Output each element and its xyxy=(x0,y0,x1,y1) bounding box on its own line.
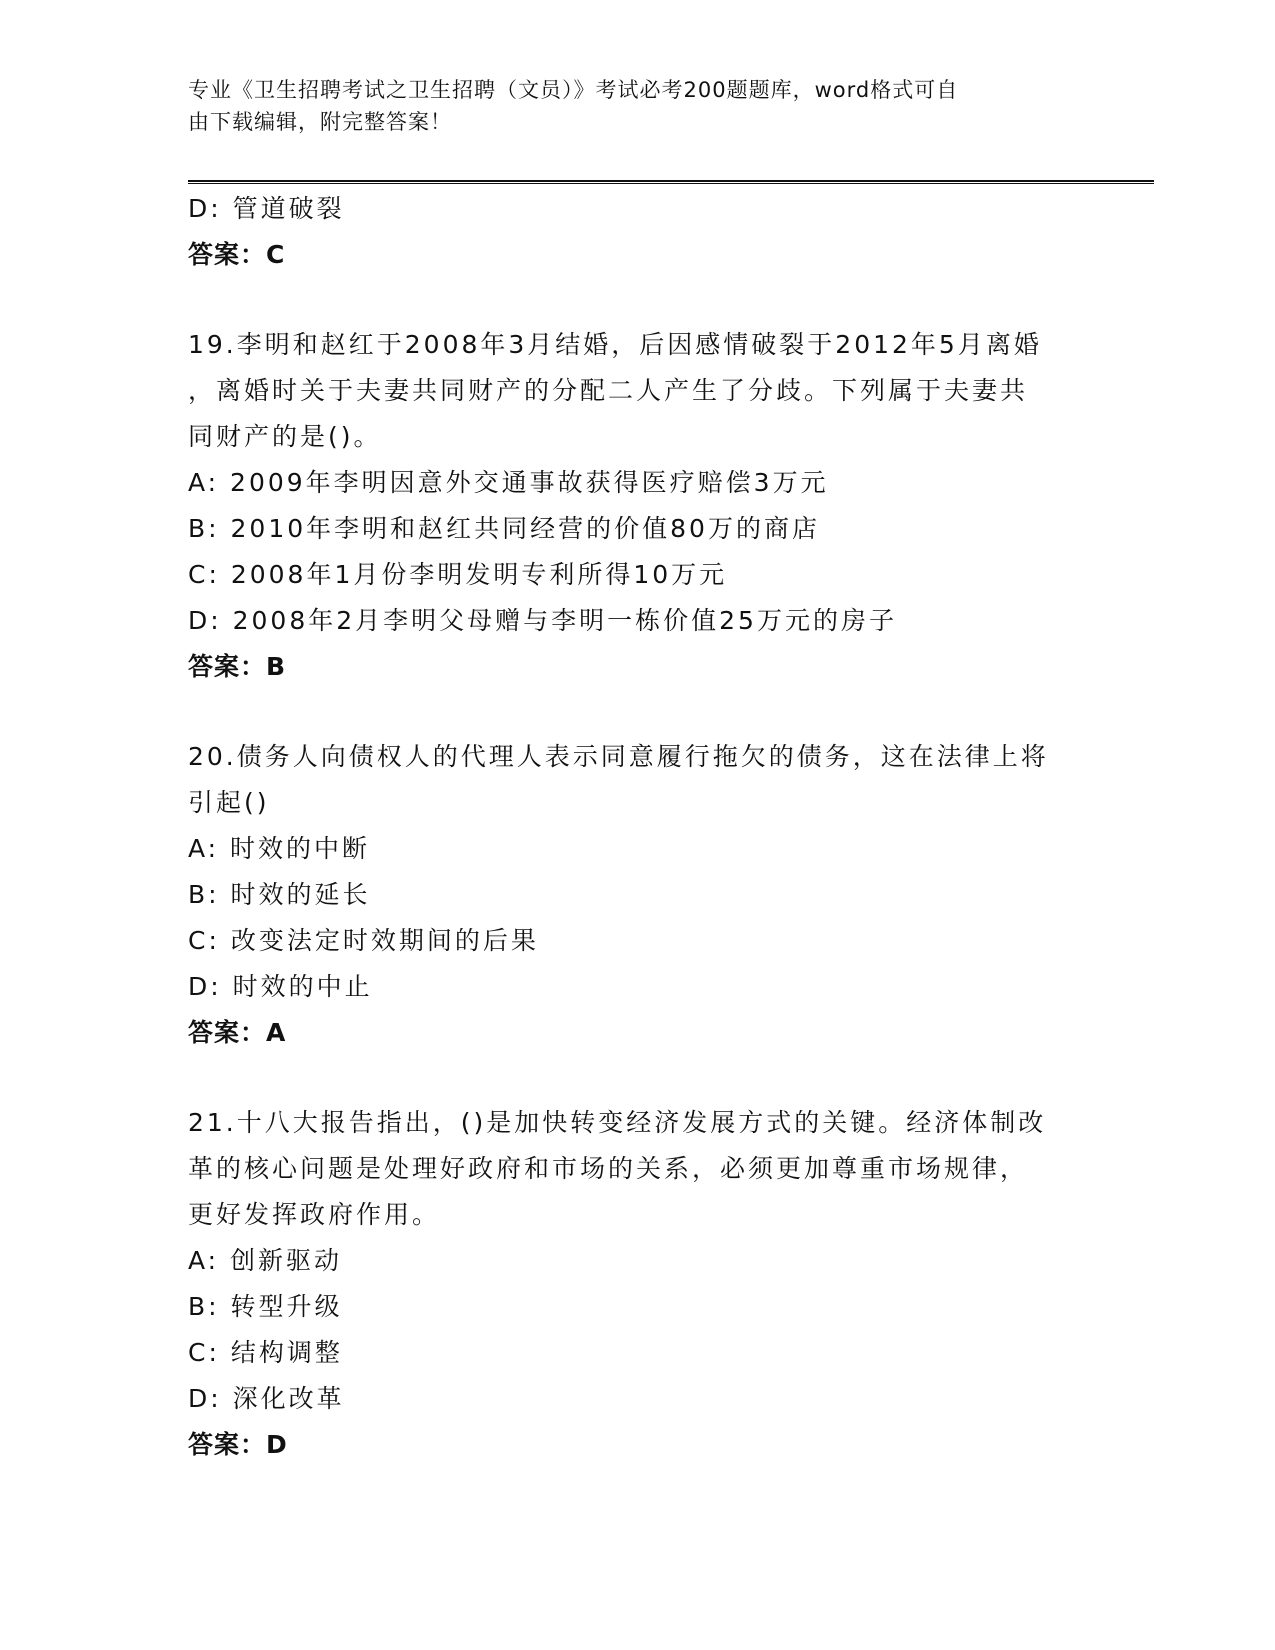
answer: 答案：B xyxy=(188,652,287,681)
spacer xyxy=(188,278,1088,322)
header-line-2: 由下载编辑，附完整答案！ xyxy=(188,110,452,134)
option-a: A: 创新驱动 xyxy=(188,1246,343,1275)
question-text: 革的核心问题是处理好政府和市场的关系，必须更加尊重市场规律， xyxy=(188,1154,1029,1183)
option-b: B: 转型升级 xyxy=(188,1292,343,1321)
page-header xyxy=(188,74,1068,138)
question-text: 20.债务人向债权人的代理人表示同意履行拖欠的债务，这在法律上将 xyxy=(188,742,1049,771)
header-line-1: 专业《卫生招聘考试之卫生招聘（文员）》考试必考200题题库，word格式可自 xyxy=(188,78,959,102)
question-20 xyxy=(188,734,1088,1056)
question-text: 同财产的是()。 xyxy=(188,422,382,451)
question-19 xyxy=(188,322,1088,690)
option-c: C: 2008年1月份李明发明专利所得10万元 xyxy=(188,560,728,589)
option-c: C: 改变法定时效期间的后果 xyxy=(188,926,539,955)
spacer xyxy=(188,690,1088,734)
option-a: A: 时效的中断 xyxy=(188,834,371,863)
answer: 答案：A xyxy=(188,1018,287,1047)
question-18-tail xyxy=(188,186,1088,278)
answer: 答案：C xyxy=(188,240,286,269)
option-d: D: 深化改革 xyxy=(188,1384,345,1413)
option-b: B: 2010年李明和赵红共同经营的价值80万的商店 xyxy=(188,514,820,543)
option-a: A: 2009年李明因意外交通事故获得医疗赔偿3万元 xyxy=(188,468,829,497)
header-divider xyxy=(188,180,1154,184)
question-list xyxy=(188,186,1088,1468)
question-21 xyxy=(188,1100,1088,1468)
option-b: B: 时效的延长 xyxy=(188,880,371,909)
option-d: D: 时效的中止 xyxy=(188,972,373,1001)
question-text: 更好发挥政府作用。 xyxy=(188,1200,441,1229)
option-d: D: 管道破裂 xyxy=(188,194,345,223)
question-text: 引起() xyxy=(188,788,270,817)
answer: 答案：D xyxy=(188,1430,288,1459)
option-d: D: 2008年2月李明父母赠与李明一栋价值25万元的房子 xyxy=(188,606,897,635)
spacer xyxy=(188,1056,1088,1100)
question-text: ，离婚时关于夫妻共同财产的分配二人产生了分歧。下列属于夫妻共 xyxy=(188,376,1029,405)
option-c: C: 结构调整 xyxy=(188,1338,343,1367)
question-text: 19.李明和赵红于2008年3月结婚，后因感情破裂于2012年5月离婚 xyxy=(188,330,1042,359)
question-text: 21.十八大报告指出，()是加快转变经济发展方式的关键。经济体制改 xyxy=(188,1108,1047,1137)
